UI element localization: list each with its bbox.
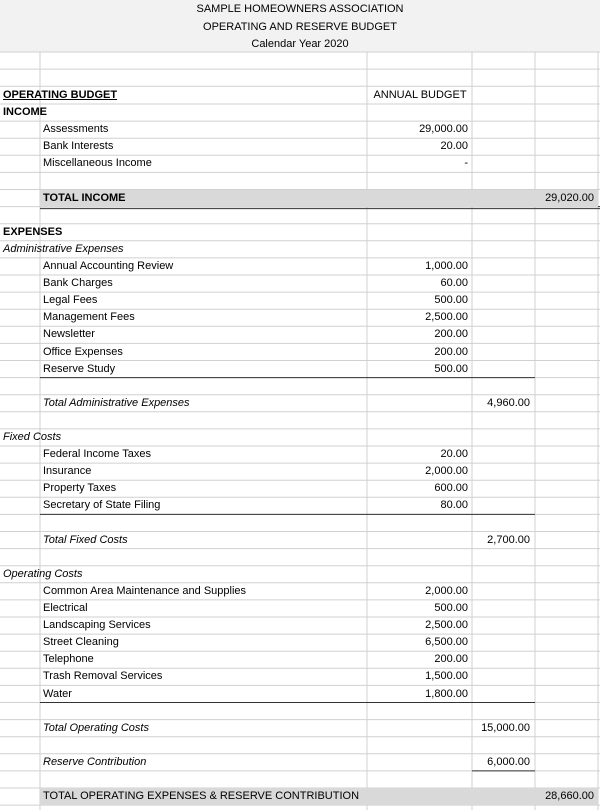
line-item-amount: 20.00 <box>440 448 468 461</box>
line-item-amount: 600.00 <box>434 482 468 495</box>
sheet-row <box>0 617 600 634</box>
sheet-row <box>0 309 600 326</box>
line-item-amount: 1,800.00 <box>425 687 468 700</box>
line-item-name: Street Cleaning <box>43 636 119 649</box>
grand-total-value: 28,660.00 <box>545 790 594 803</box>
expenses-label: EXPENSES <box>3 225 63 238</box>
line-item-name: Common Area Maintenance and Supplies <box>43 584 247 597</box>
sheet-row <box>0 138 600 155</box>
sheet-row <box>0 771 600 788</box>
line-item-name: Secretary of State Filing <box>43 499 161 512</box>
line-item-name: Management Fees <box>43 311 135 324</box>
total-income-label: TOTAL INCOME <box>43 191 126 204</box>
sheet-row <box>0 104 600 121</box>
line-item-name: Miscellaneous Income <box>43 157 152 170</box>
line-item-amount: 2,500.00 <box>425 619 468 632</box>
sheet-row <box>0 292 600 309</box>
admin-expenses-label: Administrative Expenses <box>3 242 124 255</box>
sheet-row <box>0 275 600 292</box>
budget-title: OPERATING AND RESERVE BUDGET <box>203 21 397 33</box>
sheet-row <box>0 634 600 651</box>
line-item-name: Telephone <box>43 653 94 666</box>
sheet-row <box>0 566 600 583</box>
annual-budget-header: ANNUAL BUDGET <box>373 89 467 101</box>
line-item-amount: - <box>464 157 468 170</box>
line-item-amount: 6,500.00 <box>425 636 468 649</box>
line-item-name: Electrical <box>43 602 88 614</box>
sheet-row <box>0 788 600 805</box>
line-item-amount: 2,500.00 <box>425 311 468 324</box>
sheet-row <box>0 258 600 275</box>
line-item-name: Legal Fees <box>43 294 98 307</box>
sheet-row <box>0 395 600 412</box>
line-item-amount: 2,000.00 <box>425 584 468 597</box>
sheet-row <box>0 412 600 429</box>
line-item-name: Bank Interests <box>43 140 114 153</box>
sheet-row <box>0 703 600 720</box>
fixed-total-label: Total Fixed Costs <box>43 533 128 546</box>
sheet-row <box>0 583 600 600</box>
admin-total-label: Total Administrative Expenses <box>43 396 190 409</box>
sheet-row <box>0 378 600 395</box>
line-item-name: Insurance <box>43 465 92 478</box>
sheet-row <box>0 515 600 532</box>
line-item-name: Assessments <box>43 123 109 136</box>
sheet-row <box>0 532 600 549</box>
line-item-amount: 60.00 <box>440 277 468 290</box>
sheet-row <box>0 344 600 361</box>
operating-total-label: Total Operating Costs <box>43 721 149 734</box>
sheet-row <box>0 668 600 685</box>
admin-total-value: 4,960.00 <box>487 396 530 409</box>
sheet-row <box>0 600 600 617</box>
sheet-row <box>0 173 600 190</box>
line-item-amount: 1,500.00 <box>425 670 468 683</box>
operating-total-value: 15,000.00 <box>481 721 530 734</box>
income-label: INCOME <box>3 106 47 119</box>
total-income-value: 29,020.00 <box>545 191 594 204</box>
line-item-name: Bank Charges <box>43 277 113 290</box>
sheet-row <box>0 480 600 497</box>
line-item-name: Newsletter <box>43 328 95 341</box>
line-item-amount: 200.00 <box>434 345 468 358</box>
operating-budget-label: OPERATING BUDGET <box>3 89 118 101</box>
sheet-row <box>0 326 600 343</box>
line-item-amount: 500.00 <box>434 362 468 375</box>
sheet-row <box>0 429 600 446</box>
sheet-row <box>0 121 600 138</box>
sheet-row <box>0 720 600 737</box>
line-item-name: Reserve Study <box>43 362 116 375</box>
line-item-amount: 500.00 <box>434 294 468 307</box>
line-item-amount: 80.00 <box>440 499 468 512</box>
line-item-amount: 200.00 <box>434 328 468 341</box>
line-item-amount: 1,000.00 <box>425 260 468 272</box>
sheet-row <box>0 224 600 241</box>
sheet-row <box>0 155 600 172</box>
line-item-name: Property Taxes <box>43 482 117 495</box>
sheet-row <box>0 87 600 104</box>
sheet-row <box>0 754 600 771</box>
sheet-row <box>0 241 600 258</box>
line-item-name: Landscaping Services <box>43 619 151 632</box>
line-item-amount: 200.00 <box>434 653 468 666</box>
sheet-row <box>0 446 600 463</box>
line-item-name: Water <box>43 687 72 700</box>
line-item-name: Office Expenses <box>43 345 123 358</box>
sheet-row <box>0 463 600 480</box>
line-item-amount: 2,000.00 <box>425 465 468 478</box>
line-item-amount: 500.00 <box>434 602 468 614</box>
line-item-name: Trash Removal Services <box>43 670 163 683</box>
sheet-row <box>0 497 600 514</box>
line-item-name: Annual Accounting Review <box>43 260 174 272</box>
reserve-label: Reserve Contribution <box>43 755 147 768</box>
line-item-name: Federal Income Taxes <box>43 448 152 461</box>
org-title: SAMPLE HOMEOWNERS ASSOCIATION <box>196 3 404 15</box>
reserve-value: 6,000.00 <box>487 755 530 768</box>
line-item-amount: 20.00 <box>440 140 468 153</box>
sheet-row <box>0 207 600 224</box>
line-item-amount: 29,000.00 <box>419 123 468 136</box>
grand-total-label: TOTAL OPERATING EXPENSES & RESERVE CONTRIBUTION <box>43 790 360 803</box>
fixed-total-value: 2,700.00 <box>487 533 530 546</box>
operating-costs-label: Operating Costs <box>3 567 83 580</box>
fixed-costs-label: Fixed Costs <box>3 431 62 443</box>
sheet-row <box>0 361 600 378</box>
sheet-row <box>0 737 600 754</box>
sheet-row <box>0 549 600 566</box>
year-title: Calendar Year 2020 <box>251 38 349 50</box>
sheet-row <box>0 686 600 703</box>
sheet-row <box>0 651 600 668</box>
sheet-row <box>0 190 600 207</box>
